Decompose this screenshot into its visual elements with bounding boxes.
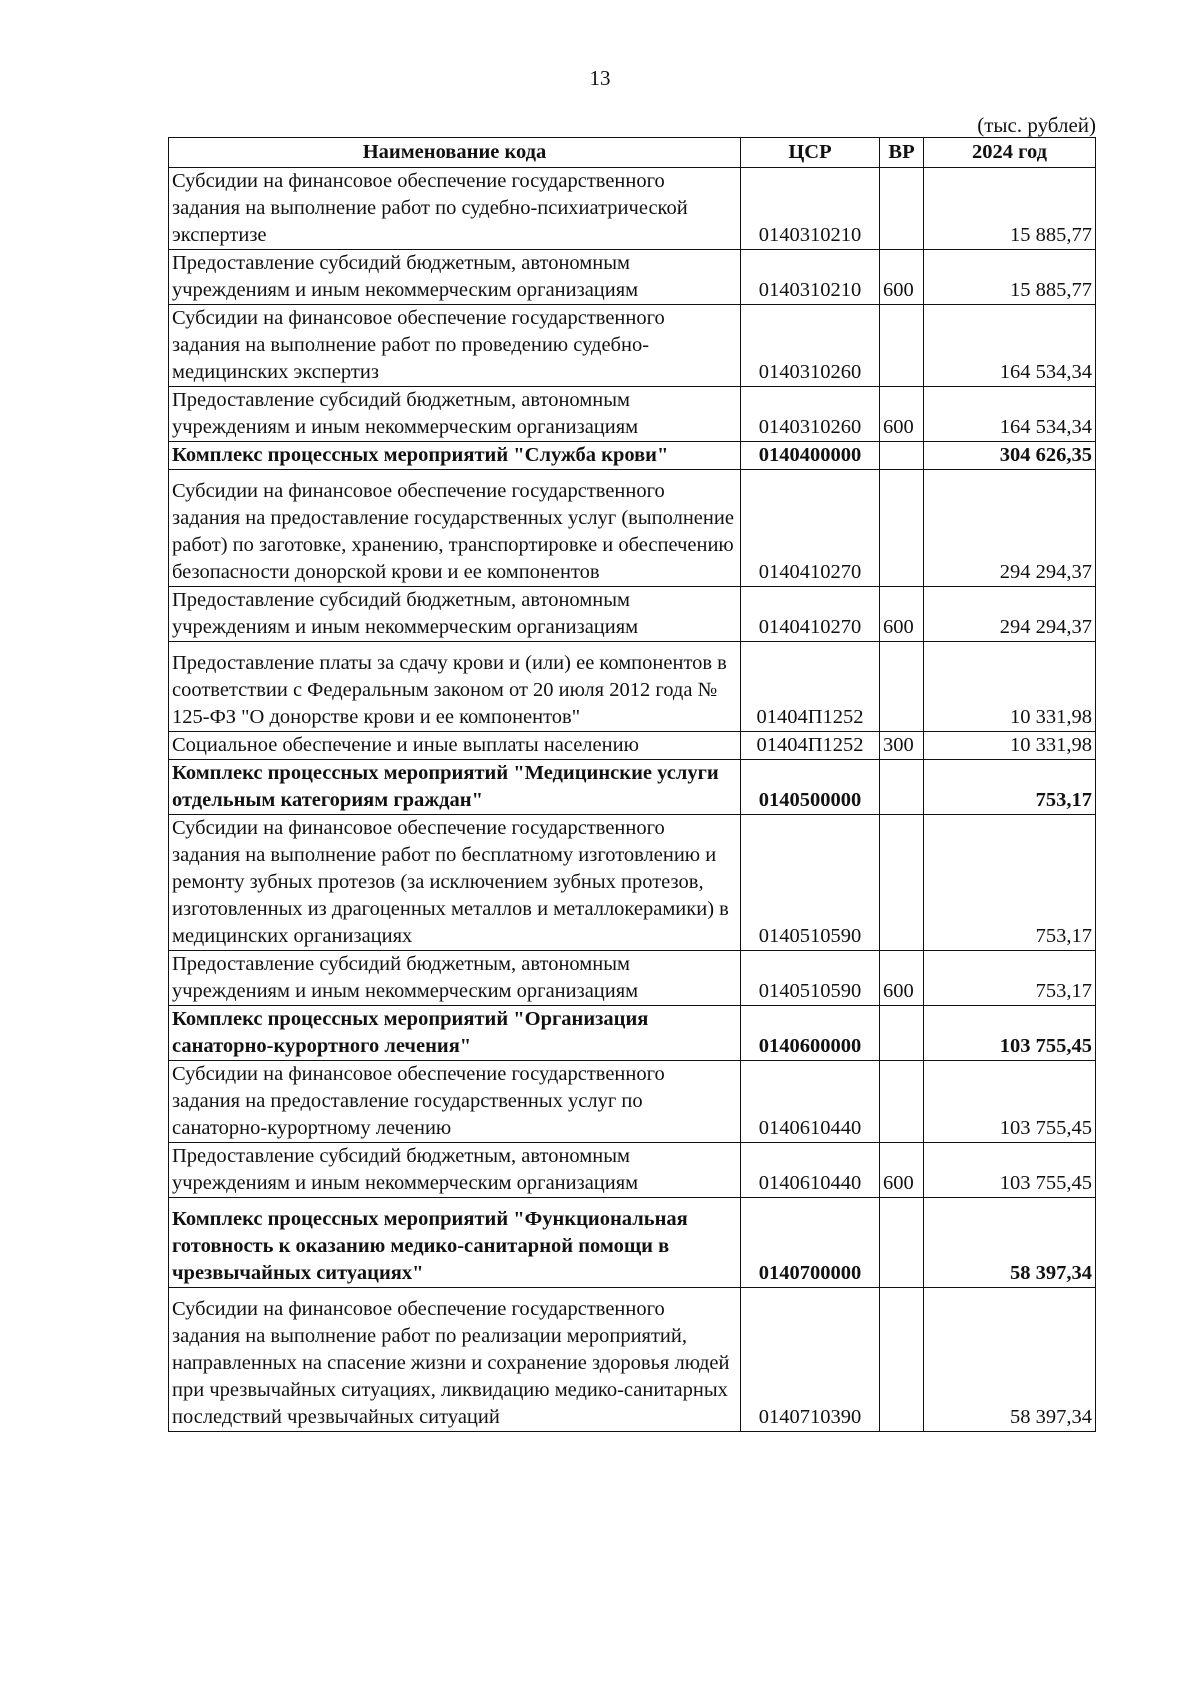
row-name: Комплекс процессных мероприятий "Медицинские услуги отдельным категориям граждан" bbox=[169, 760, 741, 815]
row-sum: 15 885,77 bbox=[924, 250, 1096, 305]
row-csr: 0140610440 bbox=[741, 1061, 880, 1143]
row-name: Субсидии на финансовое обеспечение государственного задания на выполнение работ по проведению судебно-медицинских экспертиз bbox=[169, 305, 741, 387]
row-sum: 753,17 bbox=[924, 951, 1096, 1006]
table-row bbox=[169, 587, 1096, 642]
row-name: Комплекс процессных мероприятий "Организация санаторно-курортного лечения" bbox=[169, 1006, 741, 1061]
table-row bbox=[169, 387, 1096, 442]
row-sum: 304 626,35 bbox=[924, 442, 1096, 470]
table-body bbox=[169, 168, 1096, 1432]
row-vr: 600 bbox=[880, 587, 924, 642]
row-vr bbox=[880, 168, 924, 250]
row-name: Предоставление субсидий бюджетным, автономным учреждениям и иным некоммерческим организациям bbox=[169, 1143, 741, 1198]
row-sum: 294 294,37 bbox=[924, 587, 1096, 642]
row-vr bbox=[880, 1198, 924, 1288]
table-row bbox=[169, 1006, 1096, 1061]
row-sum: 753,17 bbox=[924, 815, 1096, 951]
table-row bbox=[169, 305, 1096, 387]
row-name: Социальное обеспечение и иные выплаты населению bbox=[169, 732, 741, 760]
row-vr bbox=[880, 760, 924, 815]
row-vr bbox=[880, 470, 924, 587]
table-row bbox=[169, 732, 1096, 760]
row-name: Комплекс процессных мероприятий "Служба крови" bbox=[169, 442, 741, 470]
budget-table bbox=[168, 137, 1096, 1432]
table-row bbox=[169, 1143, 1096, 1198]
table-row bbox=[169, 815, 1096, 951]
units-label: (тыс. рублей) bbox=[977, 113, 1096, 137]
row-sum: 294 294,37 bbox=[924, 470, 1096, 587]
row-sum: 10 331,98 bbox=[924, 642, 1096, 732]
row-vr: 600 bbox=[880, 250, 924, 305]
table-row bbox=[169, 250, 1096, 305]
row-vr: 600 bbox=[880, 387, 924, 442]
table-row bbox=[169, 760, 1096, 815]
row-sum: 753,17 bbox=[924, 760, 1096, 815]
row-name: Предоставление платы за сдачу крови и (или) ее компонентов в соответствии с Федеральным законом от 20 июля 2012 года № 125-ФЗ "О донорстве крови и ее компонентов" bbox=[169, 642, 741, 732]
row-vr bbox=[880, 442, 924, 470]
table-row bbox=[169, 1288, 1096, 1432]
header-name: Наименование кода bbox=[169, 138, 741, 168]
row-csr: 0140410270 bbox=[741, 587, 880, 642]
row-name: Субсидии на финансовое обеспечение государственного задания на предоставление государственных услуг (выполнение работ) по заготовке, хранению, транспортировке и обеспечению безопасности донорской крови и ее компонентов bbox=[169, 470, 741, 587]
row-csr: 0140310260 bbox=[741, 305, 880, 387]
page-number: 13 bbox=[589, 66, 611, 90]
table-row bbox=[169, 470, 1096, 587]
row-sum: 58 397,34 bbox=[924, 1198, 1096, 1288]
row-name: Комплекс процессных мероприятий "Функциональная готовность к оказанию медико-санитарной помощи в чрезвычайных ситуациях" bbox=[169, 1198, 741, 1288]
row-sum: 15 885,77 bbox=[924, 168, 1096, 250]
row-vr bbox=[880, 305, 924, 387]
table-row bbox=[169, 168, 1096, 250]
row-csr: 0140310260 bbox=[741, 387, 880, 442]
row-csr: 0140710390 bbox=[741, 1288, 880, 1432]
row-csr: 0140510590 bbox=[741, 815, 880, 951]
row-vr: 600 bbox=[880, 951, 924, 1006]
row-name: Предоставление субсидий бюджетным, автономным учреждениям и иным некоммерческим организациям bbox=[169, 951, 741, 1006]
row-sum: 164 534,34 bbox=[924, 305, 1096, 387]
row-name: Предоставление субсидий бюджетным, автономным учреждениям и иным некоммерческим организациям bbox=[169, 587, 741, 642]
table-row bbox=[169, 642, 1096, 732]
table-row bbox=[169, 1061, 1096, 1143]
row-vr bbox=[880, 642, 924, 732]
row-vr: 600 bbox=[880, 1143, 924, 1198]
row-vr bbox=[880, 1061, 924, 1143]
row-csr: 01404П1252 bbox=[741, 732, 880, 760]
row-vr bbox=[880, 1288, 924, 1432]
table-header-row bbox=[169, 138, 1096, 168]
row-name: Субсидии на финансовое обеспечение государственного задания на выполнение работ по судебно-психиатрической экспертизе bbox=[169, 168, 741, 250]
row-vr: 300 bbox=[880, 732, 924, 760]
row-csr: 0140700000 bbox=[741, 1198, 880, 1288]
row-vr bbox=[880, 815, 924, 951]
row-sum: 103 755,45 bbox=[924, 1143, 1096, 1198]
header-year: 2024 год bbox=[924, 138, 1096, 168]
row-csr: 01404П1252 bbox=[741, 642, 880, 732]
row-csr: 0140410270 bbox=[741, 470, 880, 587]
row-csr: 0140610440 bbox=[741, 1143, 880, 1198]
row-vr bbox=[880, 1006, 924, 1061]
row-name: Субсидии на финансовое обеспечение государственного задания на выполнение работ по бесплатному изготовлению и ремонту зубных протезов (за исключением зубных протезов, изготовленных из драгоценных металлов и металлокерамики) в медицинских организациях bbox=[169, 815, 741, 951]
row-csr: 0140310210 bbox=[741, 168, 880, 250]
row-csr: 0140510590 bbox=[741, 951, 880, 1006]
row-sum: 10 331,98 bbox=[924, 732, 1096, 760]
table-row bbox=[169, 442, 1096, 470]
row-name: Предоставление субсидий бюджетным, автономным учреждениям и иным некоммерческим организациям bbox=[169, 387, 741, 442]
row-csr: 0140500000 bbox=[741, 760, 880, 815]
row-sum: 103 755,45 bbox=[924, 1061, 1096, 1143]
row-csr: 0140600000 bbox=[741, 1006, 880, 1061]
row-sum: 58 397,34 bbox=[924, 1288, 1096, 1432]
row-name: Субсидии на финансовое обеспечение государственного задания на выполнение работ по реализации мероприятий, направленных на спасение жизни и сохранение здоровья людей при чрезвычайных ситуациях, ликвидацию медико-санитарных последствий чрезвычайных ситуаций bbox=[169, 1288, 741, 1432]
row-name: Предоставление субсидий бюджетным, автономным учреждениям и иным некоммерческим организациям bbox=[169, 250, 741, 305]
header-csr: ЦСР bbox=[741, 138, 880, 168]
row-csr: 0140310210 bbox=[741, 250, 880, 305]
row-name: Субсидии на финансовое обеспечение государственного задания на предоставление государственных услуг по санаторно-курортному лечению bbox=[169, 1061, 741, 1143]
row-csr: 0140400000 bbox=[741, 442, 880, 470]
table-row bbox=[169, 1198, 1096, 1288]
table-row bbox=[169, 951, 1096, 1006]
row-sum: 164 534,34 bbox=[924, 387, 1096, 442]
header-vr: ВР bbox=[880, 138, 924, 168]
row-sum: 103 755,45 bbox=[924, 1006, 1096, 1061]
